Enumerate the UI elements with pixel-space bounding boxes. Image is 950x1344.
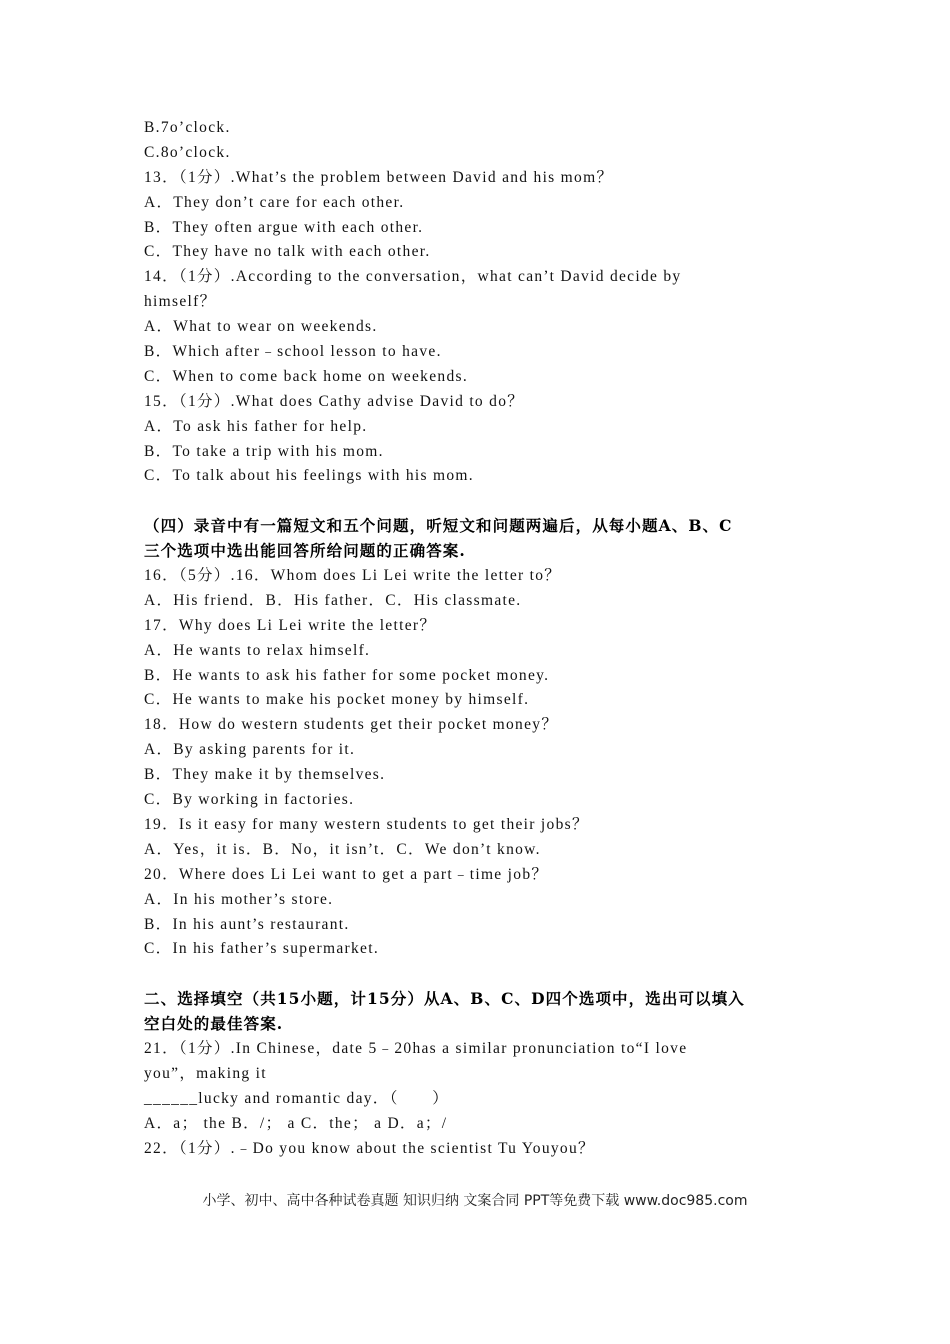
spacer xyxy=(144,489,814,514)
grammar-questions-21-22 xyxy=(144,1037,814,1161)
option-line: A．They don’t care for each other. xyxy=(144,193,405,211)
option-line: C．To talk about his feelings with his mom. xyxy=(144,467,474,485)
option-line: A．Yes，it is．B．No，it isn’t．C．We don’t know. xyxy=(144,840,541,858)
option-line: B．They often argue with each other. xyxy=(144,218,424,236)
section-2-heading xyxy=(144,987,814,1037)
option-line: A．a； the B．/； a C．the； a D．a；/ xyxy=(144,1114,448,1132)
question-13: 13．（1分）.What’s the problem between David and his mom？ xyxy=(144,168,614,186)
text-line: C.8o’clock. xyxy=(144,143,231,161)
option-line: A．In his mother’s store. xyxy=(144,890,334,908)
option-line: C．In his father’s supermarket. xyxy=(144,940,379,958)
option-line: B．Which after﹣school lesson to have. xyxy=(144,343,442,361)
text-line: himself？ xyxy=(144,293,217,311)
page-content xyxy=(144,116,814,1161)
option-line: B．To take a trip with his mom. xyxy=(144,442,384,460)
option-line: B．In his aunt’s restaurant. xyxy=(144,915,350,933)
spacer xyxy=(144,962,814,987)
question-18: 18．How do western students get their pocket money？ xyxy=(144,716,559,734)
listening-questions-16-20 xyxy=(144,564,814,962)
question-22: 22．（1分）.﹣Do you know about the scientist Tu Youyou？ xyxy=(144,1139,595,1157)
section-heading-line: （四）录音中有一篇短文和五个问题，听短文和问题两遍后，从每小题A、B、C xyxy=(144,516,733,536)
text-line: ______lucky and romantic day．（ ） xyxy=(144,1089,450,1107)
option-line: A．He wants to relax himself. xyxy=(144,641,371,659)
option-line: A．What to wear on weekends. xyxy=(144,318,378,336)
question-14: 14．（1分）.According to the conversation，what can’t David decide by xyxy=(144,268,682,286)
question-17: 17．Why does Li Lei write the letter？ xyxy=(144,616,437,634)
text-line: you”，making it xyxy=(144,1064,267,1082)
listening-questions-13-15 xyxy=(144,116,814,489)
option-line: C．When to come back home on weekends. xyxy=(144,367,469,385)
section-heading-line: 空白处的最佳答案. xyxy=(144,1014,284,1034)
section-4-heading xyxy=(144,514,814,564)
option-line: C．They have no talk with each other. xyxy=(144,243,431,261)
option-line: B．They make it by themselves. xyxy=(144,766,386,784)
question-20: 20．Where does Li Lei want to get a part﹣time job？ xyxy=(144,865,549,883)
question-16: 16．（5分）.16．Whom does Li Lei write the letter to？ xyxy=(144,567,562,585)
option-line: C．By working in factories. xyxy=(144,791,355,809)
question-19: 19．Is it easy for many western students to get their jobs？ xyxy=(144,815,589,833)
section-heading-line: 二、选择填空（共15小题，计15分）从A、B、C、D四个选项中，选出可以填入 xyxy=(144,989,745,1009)
text-line: B.7o’clock. xyxy=(144,119,231,136)
option-line: A．By asking parents for it. xyxy=(144,741,356,759)
section-heading-line: 三个选项中选出能回答所给问题的正确答案. xyxy=(144,541,466,561)
option-line: C．He wants to make his pocket money by himself. xyxy=(144,691,530,709)
option-line: B．He wants to ask his father for some pocket money. xyxy=(144,666,550,684)
question-21: 21．（1分）.In Chinese，date 5﹣20has a similar pronunciation to“I love xyxy=(144,1039,688,1057)
question-15: 15．（1分）.What does Cathy advise David to do？ xyxy=(144,392,525,410)
option-line: A．To ask his father for help. xyxy=(144,417,368,435)
option-line: A．His friend．B．His father．C．His classmate. xyxy=(144,591,522,609)
page-footer: 小学、初中、高中各种试卷真题 知识归纳 文案合同 PPT等免费下载 www.doc985.com xyxy=(202,1193,748,1209)
